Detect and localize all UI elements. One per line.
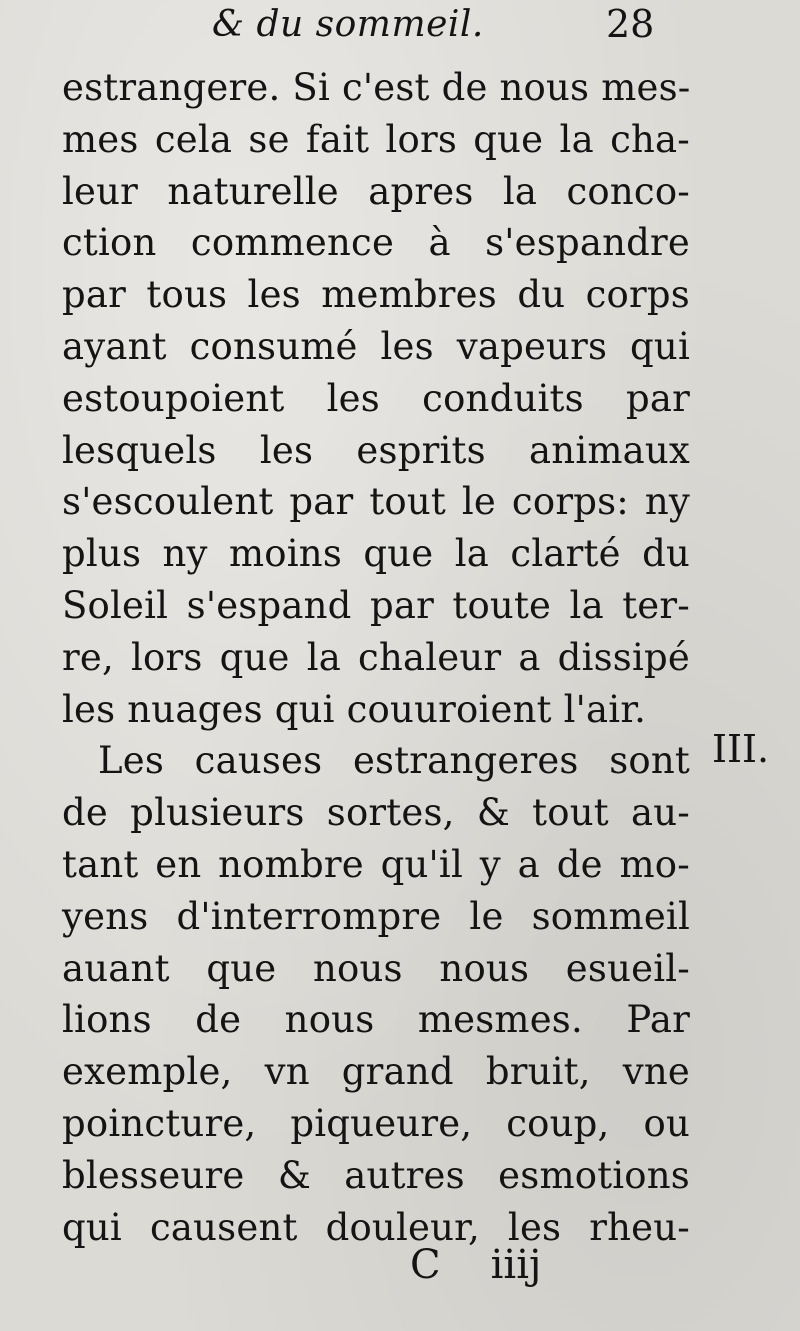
signature-number: iiij [490, 1242, 542, 1288]
signature-letter: C [410, 1242, 441, 1288]
text-line: auant que nous nous esueil- [62, 946, 690, 990]
text-line: leur naturelle apres la conco- [62, 169, 690, 213]
text-line: exemple, vn grand bruit, vne [62, 1050, 690, 1094]
text-line: lions de nous mesmes. Par [62, 998, 690, 1042]
text-line: poincture, piqueure, coup, ou [62, 1101, 690, 1145]
text-line: par tous les membres du corps [62, 273, 690, 317]
text-line: Soleil s'espand par toute la ter- [62, 583, 690, 627]
text-line: plus ny moins que la clarté du [62, 532, 690, 576]
text-line: estrangere. Si c'est de nous mes- [62, 66, 691, 109]
page-number: 28 [606, 2, 655, 46]
text-line: estoupoient les conduits par [62, 376, 690, 420]
text-line: tant en nombre qu'il y a de mo- [62, 842, 690, 886]
page-header [0, 2, 800, 50]
text-line: mes cela se fait lors que la cha- [62, 117, 690, 161]
body-text [62, 62, 690, 1253]
text-line: re, lors que la chaleur a dissipé [62, 635, 690, 679]
marginal-note: III. [712, 727, 770, 771]
text-line: les nuages qui couuroient l'air. [62, 687, 647, 731]
text-line: blesseure & autres esmotions [62, 1153, 690, 1197]
text-line: Les causes estrangeres sont [98, 739, 690, 783]
text-line: ction commence à s'espandre [62, 221, 690, 265]
text-line: de plusieurs sortes, & tout au- [62, 791, 690, 835]
text-line: lesquels les esprits animaux [62, 428, 690, 472]
running-title: & du sommeil. [212, 4, 484, 45]
text-line: s'escoulent par tout le corps: ny [62, 480, 690, 524]
signature-mark [410, 1242, 541, 1288]
text-line: ayant consumé les vapeurs qui [62, 324, 690, 368]
text-line: qui causent douleur, les rheu- [62, 1205, 690, 1249]
text-line: yens d'interrompre le sommeil [62, 894, 690, 938]
